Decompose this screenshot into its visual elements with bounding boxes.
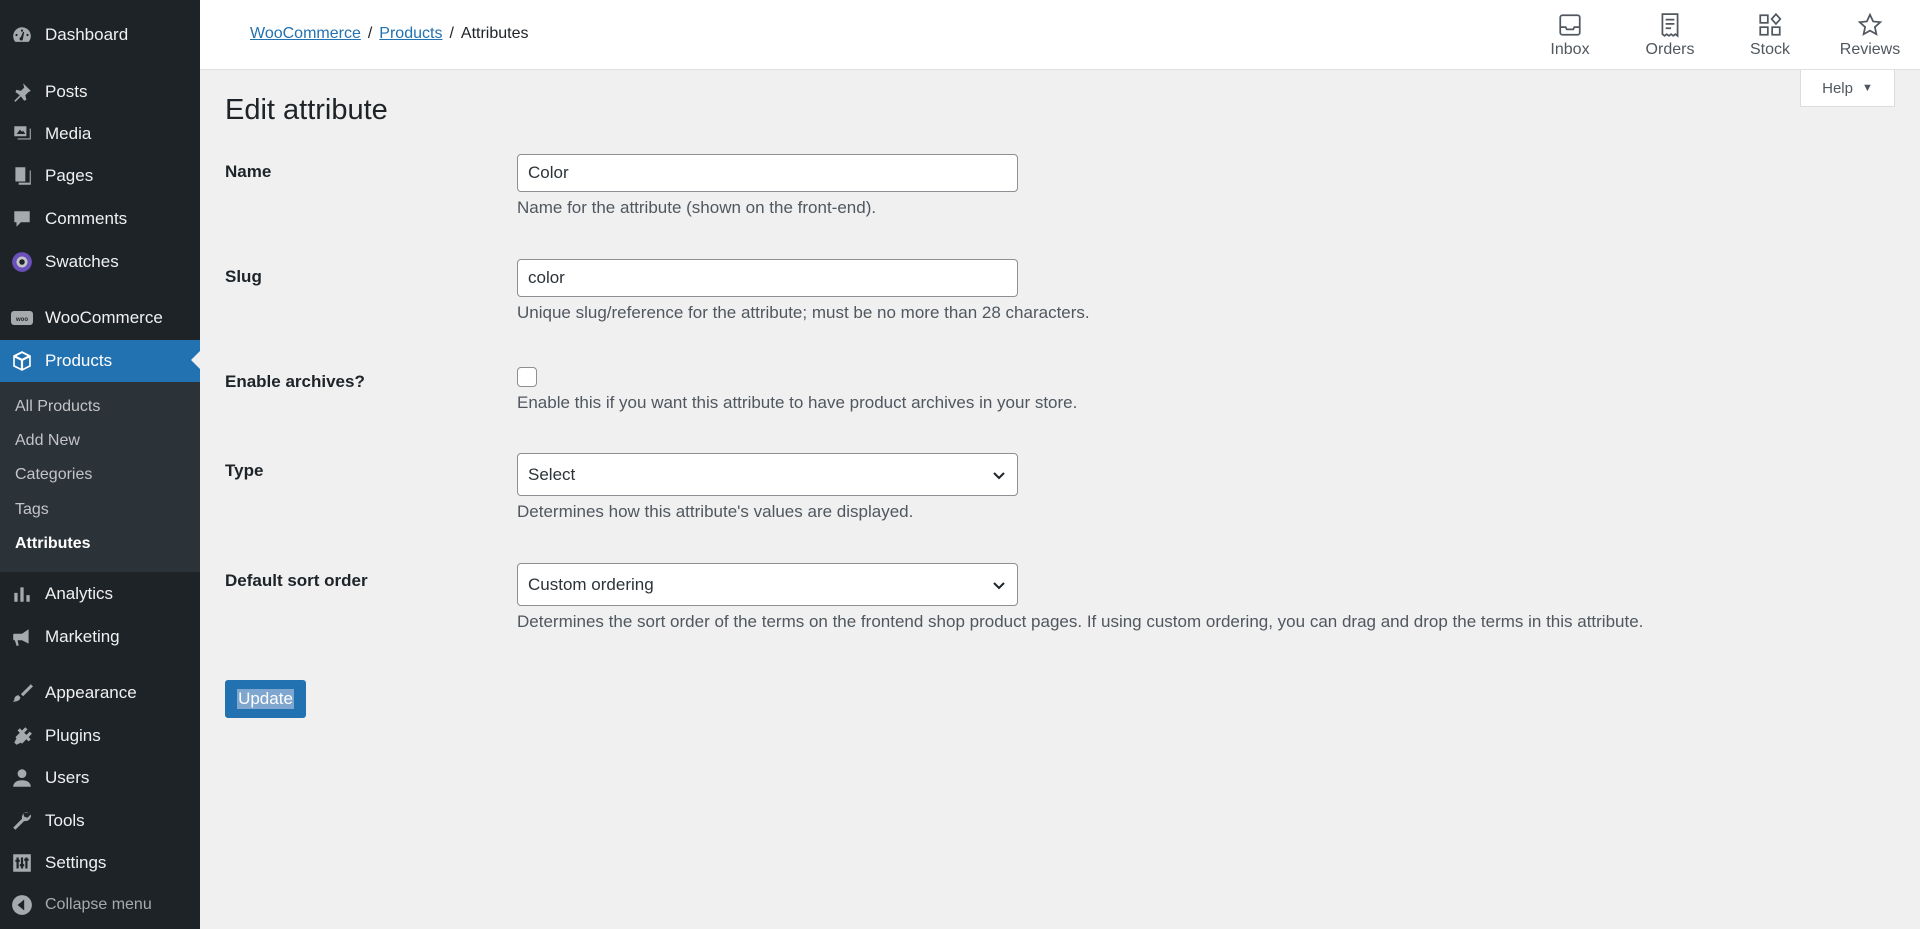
menu-label: Analytics xyxy=(45,584,114,603)
swatches-logo-icon xyxy=(11,251,33,273)
menu-label: Collapse menu xyxy=(45,896,152,913)
menu-label: Media xyxy=(45,124,92,143)
inbox-label: Inbox xyxy=(1550,41,1590,58)
pages-icon xyxy=(11,165,33,187)
menu-label: Comments xyxy=(45,209,128,228)
update-button-label: Update xyxy=(238,689,293,708)
stock-button[interactable] xyxy=(1730,12,1810,59)
menu-label: Settings xyxy=(45,853,107,872)
name-input[interactable] xyxy=(517,154,1018,192)
type-select[interactable] xyxy=(517,453,1018,496)
chevron-down-icon xyxy=(991,577,1007,593)
slug-label: Slug xyxy=(225,267,262,286)
sort-order-select[interactable] xyxy=(517,563,1018,606)
stock-icon xyxy=(1757,12,1783,38)
menu-label: WooCommerce xyxy=(45,308,163,327)
menu-label: Appearance xyxy=(45,683,137,702)
menu-label: Plugins xyxy=(45,726,101,745)
admin-sidebar xyxy=(0,0,200,929)
type-label: Type xyxy=(225,461,264,480)
collapse-arrow-icon xyxy=(11,894,33,916)
orders-label: Orders xyxy=(1645,41,1695,58)
user-icon xyxy=(11,767,33,789)
orders-button[interactable] xyxy=(1630,12,1710,59)
menu-item-woocommerce[interactable] xyxy=(0,298,200,338)
submenu-attributes[interactable]: Attributes xyxy=(15,535,91,552)
star-icon xyxy=(1857,12,1883,38)
submenu-tags[interactable]: Tags xyxy=(15,501,49,518)
menu-item-plugins[interactable] xyxy=(0,716,200,756)
menu-label: Pages xyxy=(45,166,94,185)
breadcrumb-separator: / xyxy=(367,25,373,42)
menu-item-appearance[interactable] xyxy=(0,673,200,713)
menu-item-settings[interactable] xyxy=(0,843,200,883)
breadcrumb xyxy=(250,25,528,43)
menu-item-swatches[interactable] xyxy=(0,242,200,282)
menu-item-media[interactable] xyxy=(0,114,200,154)
name-label: Name xyxy=(225,162,272,181)
name-description: Name for the attribute (shown on the front-end). xyxy=(517,198,877,217)
stock-label: Stock xyxy=(1749,41,1790,58)
submenu-all-products[interactable]: All Products xyxy=(15,398,101,415)
enable-archives-checkbox[interactable] xyxy=(517,367,537,387)
menu-item-pages[interactable] xyxy=(0,156,200,196)
menu-item-analytics[interactable] xyxy=(0,574,200,614)
menu-label: Products xyxy=(45,351,113,370)
products-submenu xyxy=(0,382,200,572)
media-icon xyxy=(11,123,33,145)
woo-logo-icon xyxy=(11,307,33,329)
chevron-down-icon xyxy=(991,467,1007,483)
help-label: Help xyxy=(1822,79,1853,97)
breadcrumb-link-products[interactable]: Products xyxy=(379,25,443,42)
active-indicator xyxy=(191,351,200,369)
help-tab-button[interactable] xyxy=(1800,70,1895,107)
menu-label: Marketing xyxy=(45,627,120,646)
submenu-add-new[interactable]: Add New xyxy=(15,432,80,449)
archives-label: Enable archives? xyxy=(225,372,365,391)
menu-label: Dashboard xyxy=(45,25,129,44)
bar-chart-icon xyxy=(11,583,33,605)
menu-label: Swatches xyxy=(45,252,119,271)
comment-bubble-icon xyxy=(11,208,33,230)
sort-order-description: Determines the sort order of the terms on the frontend shop product pages. If using custom ordering, you can drag and drop the terms in this attribute. xyxy=(517,612,1644,631)
submenu-categories[interactable]: Categories xyxy=(15,466,93,483)
inbox-icon xyxy=(1557,12,1583,38)
slug-input[interactable] xyxy=(517,259,1018,297)
slug-description: Unique slug/reference for the attribute; must be no more than 28 characters. xyxy=(517,303,1090,322)
menu-item-tools[interactable] xyxy=(0,801,200,841)
wrench-icon xyxy=(11,810,33,832)
collapse-menu-button[interactable] xyxy=(0,885,200,925)
sort-order-value: Custom ordering xyxy=(528,574,654,594)
menu-item-comments[interactable] xyxy=(0,199,200,239)
inbox-button[interactable] xyxy=(1530,12,1610,59)
products-box-icon xyxy=(11,350,33,372)
type-select-value: Select xyxy=(528,464,576,484)
settings-sliders-icon xyxy=(11,852,33,874)
dashboard-icon xyxy=(11,24,33,46)
menu-item-users[interactable] xyxy=(0,758,200,798)
sort-order-label: Default sort order xyxy=(225,571,368,590)
type-description: Determines how this attribute's values are displayed. xyxy=(517,502,914,521)
svg-text:woo: woo xyxy=(16,317,28,323)
top-header-bar xyxy=(200,0,1920,70)
page-title: Edit attribute xyxy=(225,94,388,126)
update-button[interactable] xyxy=(225,680,306,718)
megaphone-icon xyxy=(11,626,33,648)
breadcrumb-separator: / xyxy=(449,25,454,42)
paintbrush-icon xyxy=(11,682,33,704)
caret-down-icon: ▼ xyxy=(1861,82,1873,94)
menu-label: Users xyxy=(45,768,90,787)
menu-item-products[interactable] xyxy=(0,340,200,382)
orders-icon xyxy=(1657,12,1683,38)
archives-description: Enable this if you want this attribute to have product archives in your store. xyxy=(517,393,1078,412)
breadcrumb-link-woocommerce[interactable]: WooCommerce xyxy=(250,25,361,42)
menu-label: Posts xyxy=(45,82,88,101)
plug-icon xyxy=(11,725,33,747)
pushpin-icon xyxy=(11,81,33,103)
reviews-label: Reviews xyxy=(1839,41,1901,58)
reviews-button[interactable] xyxy=(1830,12,1910,59)
menu-item-posts[interactable] xyxy=(0,72,200,112)
menu-label: Tools xyxy=(45,811,85,830)
breadcrumb-current: Attributes xyxy=(460,25,529,42)
menu-item-dashboard[interactable] xyxy=(0,15,200,55)
menu-item-marketing[interactable] xyxy=(0,617,200,657)
